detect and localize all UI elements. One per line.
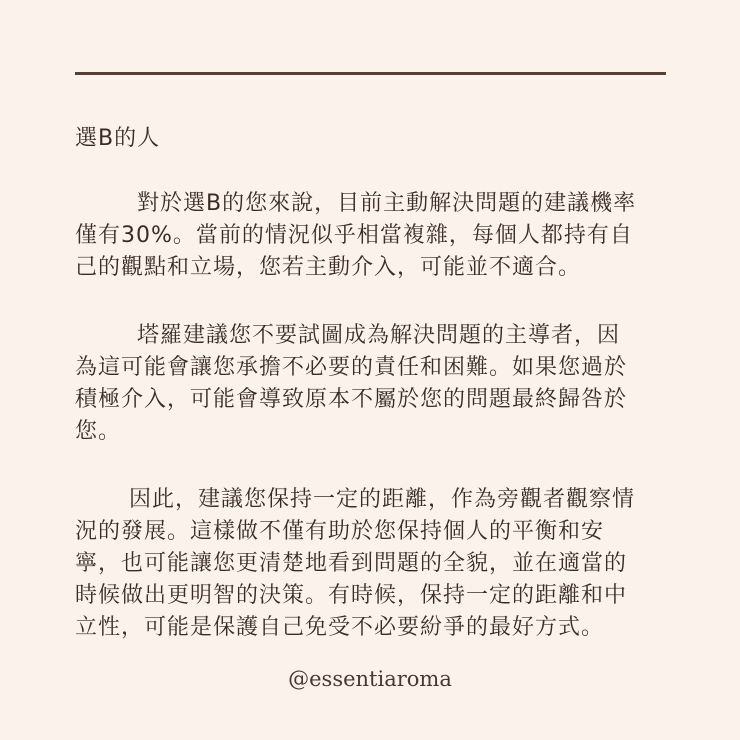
paragraph-1-line-1: 對於選B的您來說，目前主動解決問題的建議機率 (137, 191, 637, 216)
paragraph-1-line-3: 己的觀點和立場，您若主動介入，可能並不適合。 (75, 255, 582, 280)
paragraph-2-line-1: 塔羅建議您不要試圖成為解決問題的主導者，因 (137, 323, 621, 348)
paragraph-1-line-2: 僅有30%。當前的情況似乎相當複雜，每個人都持有自 (75, 223, 633, 248)
page-heading: 選B的人 (75, 126, 161, 151)
paragraph-2-line-4: 您。 (75, 419, 122, 444)
paragraph-3-line-1: 因此，建議您保持一定的距離，作為旁觀者觀察情 (129, 487, 636, 512)
paragraph-3-line-4: 時候做出更明智的決策。有時候，保持一定的距離和中 (75, 583, 628, 608)
paragraph-3-line-3: 寧，也可能讓您更清楚地看到問題的全貌，並在適當的 (75, 551, 628, 576)
top-divider (75, 72, 666, 75)
paragraph-2 (75, 320, 675, 448)
paragraph-1 (75, 188, 675, 284)
paragraph-3 (75, 484, 675, 644)
paragraph-3-line-5: 立性，可能是保護自己免受不必要紛爭的最好方式。 (75, 615, 605, 640)
paragraph-3-line-2: 況的發展。這樣做不僅有助於您保持個人的平衡和安 (75, 519, 605, 544)
paragraph-2-line-2: 為這可能會讓您承擔不必要的責任和困難。如果您過於 (75, 355, 628, 380)
account-handle: @essentiaroma (288, 667, 452, 691)
paragraph-2-line-3: 積極介入，可能會導致原本不屬於您的問題最終歸咎於 (75, 387, 628, 412)
